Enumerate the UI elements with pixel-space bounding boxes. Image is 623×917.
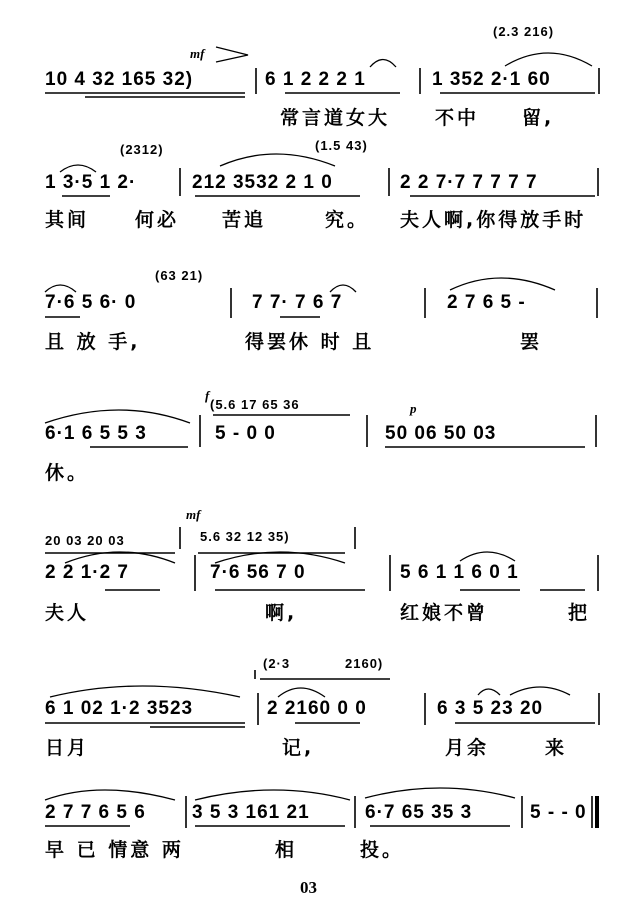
lyric: 记, (282, 737, 315, 759)
note-group: 6 1 2 2 2 1 (265, 69, 366, 90)
lyric: 苦追 (222, 209, 267, 231)
note-group: 6·7 65 35 3 (365, 802, 473, 823)
lyric: 常言道女大 (280, 107, 391, 129)
slur (45, 410, 190, 423)
grace-notes: (63 21) (155, 268, 204, 283)
lyric: 且 放 手, (45, 331, 141, 353)
grace-notes: (2312) (120, 142, 164, 157)
lyric: 啊, (265, 602, 298, 624)
note-group: 5 - - 0 (530, 802, 587, 823)
lyric: 留, (522, 107, 555, 129)
score-line-2 (0, 130, 623, 260)
slur (220, 154, 335, 166)
slur (370, 60, 396, 68)
lyric: 何必 (135, 209, 180, 231)
dynamic-mark: p (410, 401, 417, 416)
grace-notes: 20 03 20 03 (45, 533, 125, 548)
dynamic-mark: mf (186, 507, 201, 522)
slur (330, 285, 356, 292)
note-group: 7 7· 7 6 7 (252, 292, 343, 313)
lyric: 究。 (325, 209, 370, 231)
note-group: 1 352 2·1 60 (432, 69, 551, 90)
lyric: 夫人 (45, 602, 90, 624)
lyric: 日月 (45, 737, 90, 759)
slur (50, 686, 240, 697)
slur (450, 278, 555, 290)
notation-marks (0, 10, 623, 140)
grace-notes: (1.5 43) (315, 138, 368, 153)
page-number: 03 (300, 878, 317, 897)
slur (510, 687, 570, 695)
lyric: 其间 (45, 209, 90, 231)
note-group: 50 06 50 03 (385, 423, 497, 444)
lyric: 相 (275, 839, 298, 861)
notation-marks (0, 260, 623, 390)
slur (278, 688, 325, 697)
dynamic-mark: f (205, 388, 210, 403)
score-line-4 (0, 385, 623, 515)
slur (45, 285, 76, 292)
lyric: 得罢休 时 且 (245, 331, 375, 353)
grace-notes: 2160) (345, 656, 384, 671)
lyric: 不中 (435, 107, 480, 129)
slur (505, 53, 592, 66)
note-group: 2 7 6 5 - (447, 292, 526, 313)
crescendo-hairpin (216, 47, 248, 62)
note-group: 5 - 0 0 (215, 423, 276, 444)
lyric: 罢 (520, 331, 543, 353)
lyric: 来 (545, 737, 568, 759)
note-group: 2 2160 0 0 (267, 698, 367, 719)
note-group: 7·6 56 7 0 (210, 562, 306, 583)
score-line-3 (0, 260, 623, 390)
notation-marks (0, 130, 623, 260)
note-group: 6 3 5 23 20 (437, 698, 544, 719)
note-group: 6·1 6 5 5 3 (45, 423, 147, 444)
grace-notes: (5.6 17 65 36 (210, 397, 300, 412)
grace-notes: (2·3 (263, 656, 291, 671)
lyric: 早 已 情意 两 (45, 839, 184, 861)
note-group: 2 2 1·2 7 (45, 562, 129, 583)
note-group: 3 5 3 161 21 (192, 802, 310, 823)
note-group: 10 4 32 165 32) (45, 69, 194, 90)
slur (45, 790, 175, 800)
note-group: 1 3·5 1 2· (45, 172, 137, 193)
note-group: 2 2 7·7 7 7 7 7 (400, 172, 538, 193)
note-group: 5 6 1 1 6 0 1 (400, 562, 519, 583)
dynamic-mark: mf (190, 46, 205, 61)
score-line-6 (0, 645, 623, 775)
notation-marks (0, 505, 623, 635)
lyric: 月余 (445, 737, 490, 759)
slur (460, 552, 515, 561)
note-group: 6 1 02 1·2 3523 (45, 698, 194, 719)
slur (60, 165, 96, 172)
lyric: 休。 (45, 462, 90, 484)
grace-notes: 5.6 32 12 35) (200, 529, 290, 544)
lyric: 红娘不曾 (400, 602, 489, 624)
lyric: 投。 (360, 839, 405, 861)
notation-marks (0, 645, 623, 775)
grace-notes: (2.3 216) (493, 24, 555, 39)
slur (365, 788, 515, 798)
score-line-5 (0, 505, 623, 635)
slur (195, 790, 350, 800)
lyric: 夫人啊,你得放手时 (400, 209, 587, 231)
lyric: 把 (568, 602, 591, 624)
note-group: 2 7 7 6 5 6 (45, 802, 146, 823)
score-line-1 (0, 10, 623, 140)
note-group: 7·6 5 6· 0 (45, 292, 137, 313)
notation-marks (0, 385, 623, 515)
slur (478, 689, 500, 695)
note-group: 212 3532 2 1 0 (192, 172, 333, 193)
